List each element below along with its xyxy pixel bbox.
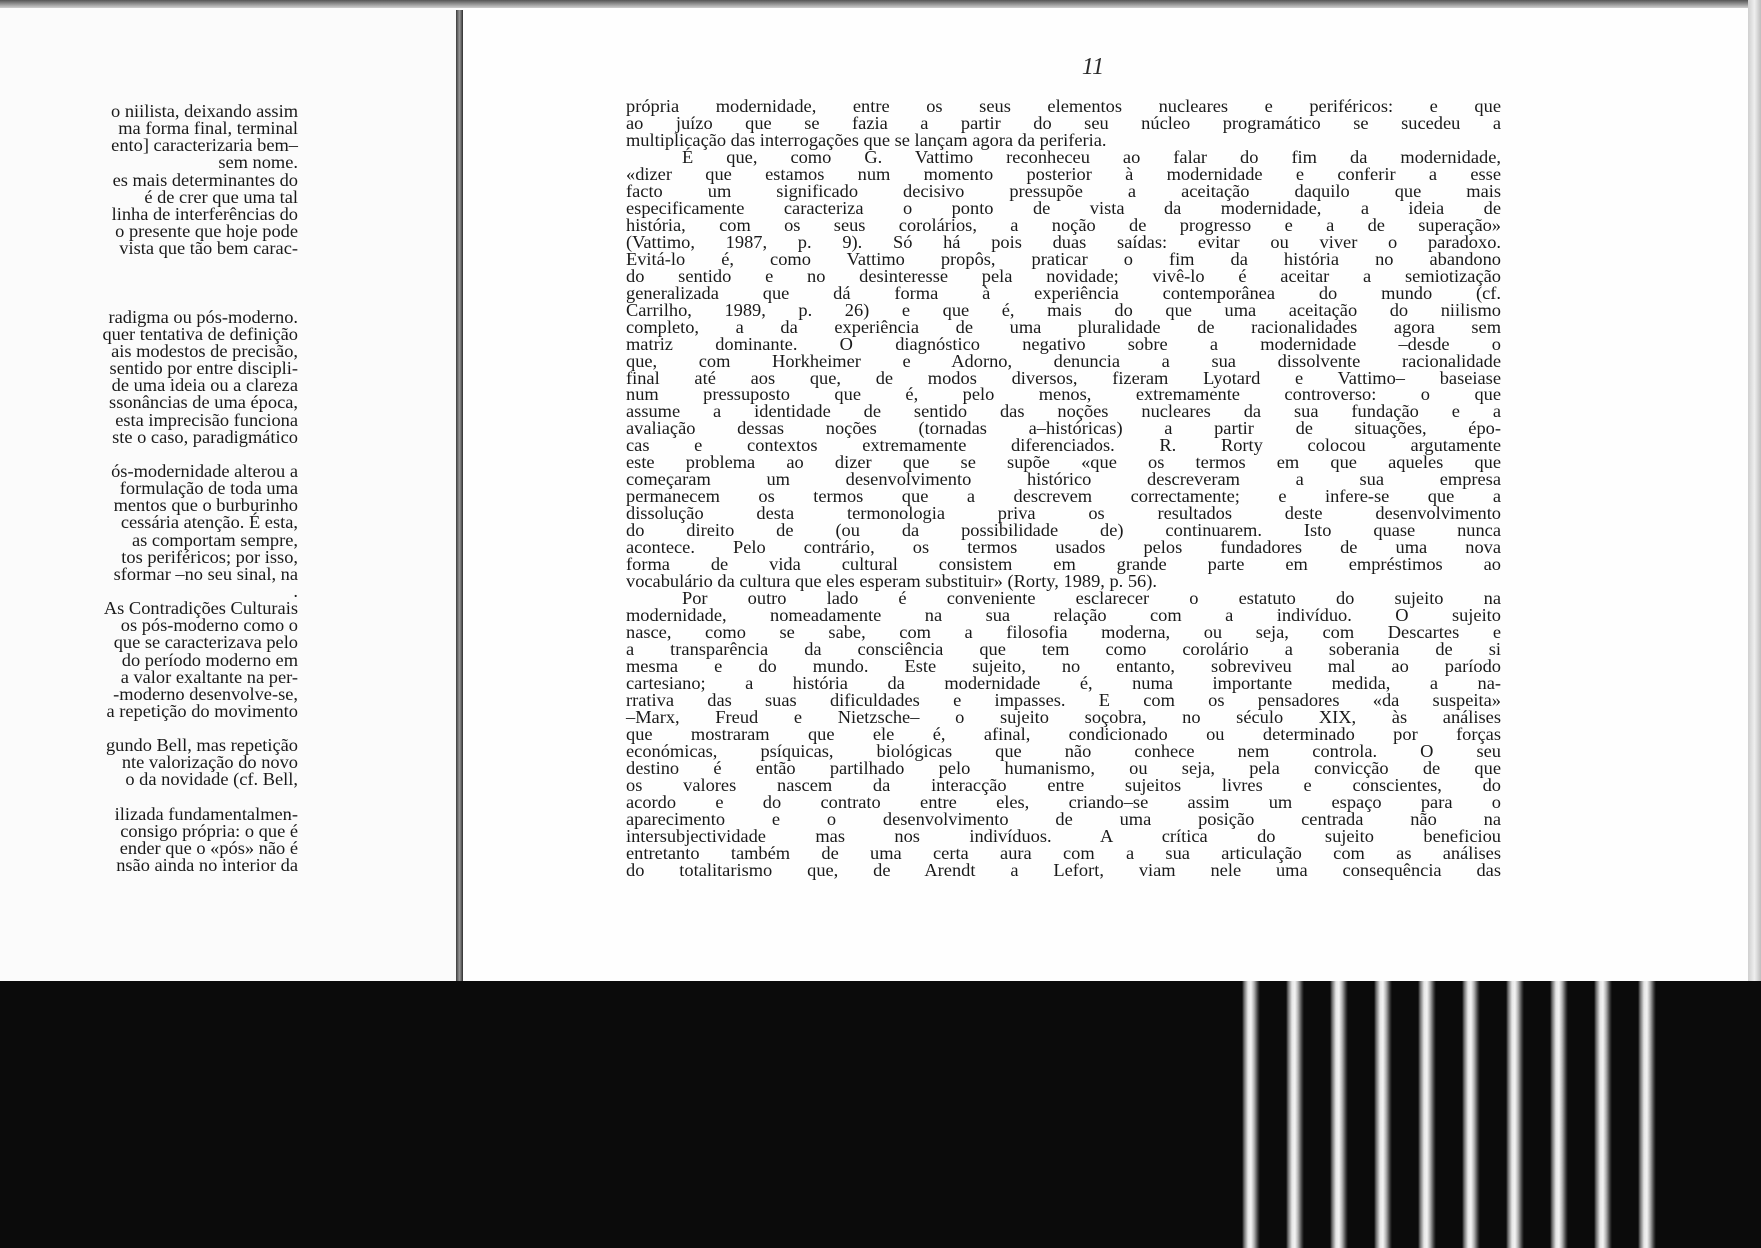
page-number: 11	[1081, 54, 1105, 80]
right-text-line: –Marx, Freud e Nietzsche– o sujeito soçobra, no século XIX, às análises	[626, 706, 1501, 727]
left-text-line: o da novidade (cf. Bell,	[125, 769, 298, 790]
left-text-line: ilizada fundamentalmen-	[114, 803, 298, 824]
right-text-line: matriz dominante. O diagnóstico negativo sobre a modernidade –desde o	[626, 333, 1501, 354]
right-text-line: avaliação dessas noções (tornadas a–históricas) a partir de situações, épo-	[626, 418, 1501, 439]
scan-top-edge	[0, 0, 1761, 8]
right-text-line: dissolução desta termonologia priva os resultados deste desenvolvimento	[626, 503, 1501, 524]
left-text-line: quer tentativa de definição	[102, 323, 298, 344]
right-text-line: este problema ao dizer que se supõe «que os termos em que aqueles que	[626, 452, 1501, 473]
right-text-line: Por outro lado é conveniente esclarecer o estatuto do sujeito na	[682, 588, 1501, 609]
left-text-line: os pós-moderno como o	[120, 615, 298, 636]
right-text-line: vocabulário da cultura que eles esperam substituir» (Rorty, 1989, p. 56).	[626, 571, 1157, 592]
right-text-line: própria modernidade, entre os seus elementos nucleares e periféricos: e que	[626, 96, 1501, 116]
left-text-line: ma forma final, terminal	[118, 118, 298, 139]
left-text-line: esta imprecisão funciona	[115, 409, 298, 430]
left-text-line: sem nome.	[218, 152, 298, 173]
scanner-light-artifact	[1220, 981, 1660, 1248]
right-text-line: final até aos que, de modos diversos, fizeram Lyotard e Vattimo– baseiase	[626, 367, 1501, 388]
right-text-line: ao juízo que se fazia a partir do seu núcleo programático se sucedeu a	[626, 112, 1501, 133]
right-text-line: completo, a da experiência de uma pluralidade de racionalidades agora sem	[626, 316, 1501, 337]
left-text-line: o niilista, deixando assim	[111, 101, 298, 121]
right-text-line: do direito de (ou da possibilidade de) continuarem. Isto quase nunca	[626, 520, 1501, 541]
right-text-line: do totalitarismo que, de Arendt a Lefort, viam nele uma consequência das	[626, 859, 1501, 880]
left-text-line: nsão ainda no interior da	[116, 855, 298, 876]
left-text-line: ssonâncias de uma época,	[109, 392, 298, 413]
right-text-line: modernidade, nomeadamente na sua relação com a indivíduo. O sujeito	[626, 605, 1501, 626]
right-text-line: história, com os seus corolários, a noção de progresso e a de superação»	[626, 214, 1501, 235]
right-page	[463, 10, 1748, 982]
left-text-line: sformar –no seu sinal, na	[113, 563, 298, 584]
left-text-line: cessária atenção. É esta,	[120, 512, 298, 533]
right-text-line: especificamente caracteriza o ponto de vista da modernidade, a ideia de	[626, 197, 1501, 218]
right-text-line: intersubjectividade mas nos indivíduos. A crítica do sujeito beneficiou	[626, 825, 1501, 846]
left-text-line: formulação de toda uma	[119, 478, 298, 499]
left-text-line: sentido por entre discipli-	[109, 358, 298, 379]
right-text-line: generalizada que dá forma à experiência contemporânea do mundo (cf.	[626, 282, 1501, 303]
right-text-line: começaram um desenvolvimento histórico descreveram a sua empresa	[626, 469, 1501, 490]
left-text-line	[0, 274, 298, 291]
left-text-line: de uma ideia ou a clareza	[111, 375, 298, 396]
right-text-line: (Vattimo, 1987, p. 9). Só há pois duas saídas: evitar ou viver o paradoxo.	[626, 231, 1501, 252]
right-page-text	[626, 98, 1501, 879]
left-text-line: radigma ou pós-moderno.	[108, 306, 298, 327]
left-text-line: consigo própria: o que é	[120, 820, 298, 841]
left-text-line: .	[293, 580, 298, 601]
right-text-line: aparecimento e o desenvolvimento de uma posição centrada não na	[626, 808, 1501, 829]
right-text-line: cas e contextos extremamente diferenciados. R. Rorty colocou argutamente	[626, 435, 1501, 456]
right-text-line: assume a identidade de sentido das noções nucleares da sua fundação e a	[626, 401, 1501, 422]
left-text-line: ender que o «pós» não é	[119, 838, 298, 859]
left-text-line	[0, 257, 298, 274]
left-text-line: as comportam sempre,	[132, 529, 298, 550]
left-text-line: ento] caracterizaria bem–	[111, 135, 298, 156]
left-text-line: As Contradições Culturais	[103, 598, 298, 619]
right-text-line: económicas, psíquicas, biológicas que não conhece nem controla. O seu	[626, 740, 1501, 761]
right-text-line: permanecem os termos que a descrevem correctamente; e infere-se que a	[626, 486, 1501, 507]
left-text-line: -moderno desenvolve-se,	[113, 683, 298, 704]
left-text-line: mentos que o burburinho	[113, 495, 298, 516]
left-text-line: a valor exaltante na per-	[120, 666, 298, 687]
right-text-line: multiplicação das interrogações que se lançam agora da periferia.	[626, 129, 1107, 150]
right-text-line: a transparência da consciência que tem como corolário a soberania de si	[626, 639, 1501, 659]
right-text-line: acordo e do contrato entre eles, criando–se assim um espaço para o	[626, 791, 1501, 812]
left-text-line: ste o caso, paradigmático	[112, 426, 298, 447]
left-text-line: é de crer que uma tal	[144, 186, 298, 207]
left-page	[0, 8, 460, 981]
left-text-line: vista que tão bem carac-	[119, 238, 298, 259]
left-text-line: gundo Bell, mas repetição	[105, 735, 298, 756]
right-text-line: É que, como G. Vattimo reconheceu ao falar do fim da modernidade,	[682, 146, 1501, 167]
right-text-line: nasce, como se sabe, com a filosofia moderna, ou seja, com Descartes e	[626, 622, 1501, 643]
right-text-line: cartesiano; a história da modernidade é, numa importante medida, a na-	[626, 672, 1501, 693]
right-text-line: Carrilho, 1989, p. 26) e que é, mais do que uma aceitação do niilismo	[626, 299, 1501, 320]
left-text-line: es mais determinantes do	[112, 169, 298, 190]
right-text-line: facto um significado decisivo pressupõe a aceitação daquilo que mais	[626, 180, 1501, 201]
left-text-line: tos periféricos; por isso,	[121, 546, 298, 567]
right-text-line: rrativa das suas dificuldades e impasses. E com os pensadores «da suspeita»	[626, 689, 1501, 710]
right-text-line: do sentido e no desinteresse pela novidade; vivê-lo é aceitar a semiotização	[626, 265, 1501, 286]
right-text-line: Evitá-lo é, como Vattimo propôs, praticar o fim da história no abandono	[626, 248, 1501, 269]
left-text-line: do período moderno em	[121, 649, 298, 670]
right-text-line: entretanto também de uma certa aura com a sua articulação com as análises	[626, 842, 1501, 863]
right-text-line: acontece. Pelo contrário, os termos usados pelos fundadores de uma nova	[626, 537, 1501, 558]
right-text-line: mesma e do mundo. Este sujeito, no entanto, sobreviveu mal ao paríodo	[626, 655, 1501, 676]
right-text-line: «dizer que estamos num momento posterior à modernidade e conferir a esse	[626, 163, 1501, 184]
book-spine	[456, 10, 463, 985]
right-text-line: os valores nascem da interacção entre sujeitos livres e conscientes, do	[626, 774, 1501, 795]
right-text-line: destino é então partilhado pelo humanismo, ou seja, pela convicção de que	[626, 757, 1501, 778]
right-text-line: que, com Horkheimer e Adorno, denuncia a sua dissolvente racionalidade	[626, 350, 1501, 371]
left-text-line: o presente que hoje pode	[115, 220, 298, 241]
left-text-line: linha de interferências do	[111, 203, 298, 224]
right-text-line: num pressuposto que é, pelo menos, extremamente controverso: o que	[626, 384, 1501, 405]
left-page-text	[0, 103, 298, 874]
right-text-line: forma de vida cultural consistem em grande parte em empréstimos ao	[626, 554, 1501, 575]
left-text-line: nte valorização do novo	[121, 752, 298, 773]
left-text-line: a repetição do movimento	[106, 700, 298, 721]
left-text-line: ais modestos de precisão,	[111, 340, 298, 361]
left-text-line: que se caracterizava pelo	[113, 632, 298, 653]
left-text-line: ós-modernidade alterou a	[111, 460, 298, 481]
right-text-line: que mostraram que ele é, afinal, condicionado ou determinado por forças	[626, 723, 1501, 744]
